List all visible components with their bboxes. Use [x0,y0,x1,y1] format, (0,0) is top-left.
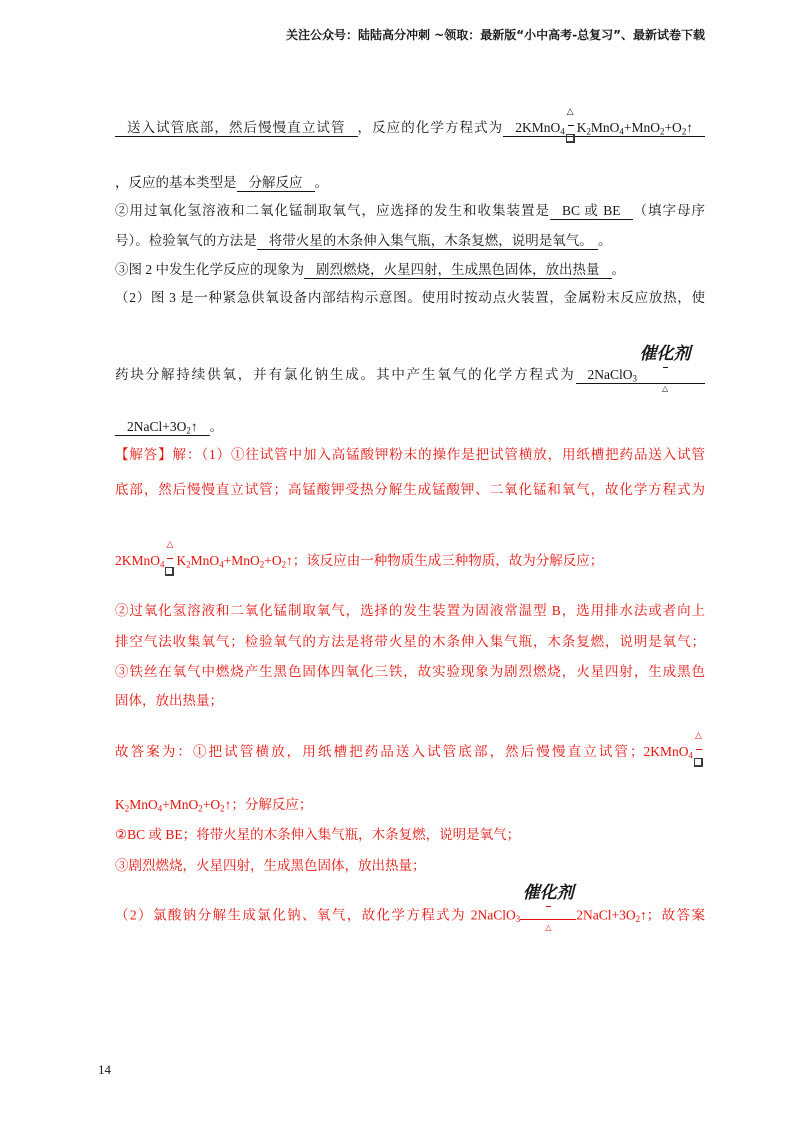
question-line [115,201,705,221]
text-run: ②过氧化氢溶液和二氧化锰制取氧气，选择的发生装置为固液常温型 B，选用排水法或者向上 [115,603,705,618]
text-run: （2）图 3 是一种紧急供氧设备内部结构示意图。使用时按动点火装置，金属粉末反应放热，使 [115,290,705,305]
answer-blank [115,419,210,436]
answer-blank [115,120,358,137]
answer-blank [503,105,705,137]
text-run: （2）氯酸钠分解生成氯化钠、氧气，故化学方程式为 2NaClO [115,907,516,923]
text-run: MnO [590,120,620,135]
text-run: ③图 2 中发生化学反应的现象为 [115,262,304,277]
text-run: 。 [598,233,612,248]
text-run: 2KMnO [515,120,561,135]
subscript: 4 [160,559,165,570]
page-number: 14 [98,1062,111,1077]
placeholder-box-icon [566,134,575,143]
text-run: ③铁丝在氧气中燃烧产生黑色固体四氧化三铁，故实验现象为剧烈燃烧，火星四射，生成黑色 [115,664,705,679]
subscript: 4 [219,559,224,570]
text-run: 固体，放出热量； [115,693,223,708]
equals-mark [663,367,668,368]
equals-mark [696,749,702,750]
condition-above: △ [566,105,574,116]
text-run: 药块分解持续供氧，并有氯化钠生成。其中产生氧气的化学方程式为 [115,367,576,382]
question-line [115,231,705,251]
question-line [115,105,705,138]
answer-blank [257,233,598,250]
solution-line [115,662,705,682]
reaction-condition [520,883,576,932]
text-run: ③剧烈燃烧，火星四射，生成黑色固体，放出热量； [115,858,426,873]
subscript: 3 [515,913,521,924]
solution-line [115,632,705,652]
subscript: 2 [586,126,591,137]
text-run: MnO [129,797,158,812]
text-run: 。 [209,419,224,434]
solution-line [115,445,705,465]
text-run: ↑ [190,419,198,434]
placeholder-box-icon [165,567,174,576]
condition-above: 催化剂 [522,883,574,902]
text-run: ↑ [686,120,694,135]
text-run: ，反应的基本类型是 [115,175,237,190]
page-header: 关注公众号：陆陆高分冲刺 ~领取：最新版“小中高考-总复习”、最新试卷下载 [286,28,705,42]
subscript: 2 [124,803,130,814]
text-run: BC 或 BE [562,203,621,218]
text-run: K [576,120,587,135]
text-run: ，反应的化学方程式为 [357,120,504,135]
text-run: +O [664,120,682,135]
subscript: 2 [681,126,687,137]
text-run: 将带火星的木条伸入集气瓶，木条复燃，说明是氧气。 [268,233,586,248]
answer-blank [237,175,315,192]
text-run: +O [264,553,282,568]
reaction-condition [566,105,576,133]
text-run: K [176,553,187,568]
text-run: 2KMnO [115,553,161,568]
text-run: （填字母序 [632,203,706,218]
question-line [115,288,705,308]
question-line [115,260,705,280]
solution-line [115,729,705,762]
subscript: 4 [157,803,163,814]
text-run: 排空气法收集氧气；检验氧气的方法是将带火星的木条伸入集气瓶，木条复燃，说明是氧气； [115,634,705,649]
text-run: MnO [190,553,220,568]
subscript: 2 [198,803,203,814]
answer-blank [576,343,705,393]
text-run: +MnO [623,120,660,135]
text-run: 故答案为：①把试管横放，用纸槽把药品送入试管底部，然后慢慢直立试管；2KMnO [115,744,689,759]
equals-mark [546,906,551,907]
text-run: 2NaCl+3O [576,907,636,923]
subscript: 2 [259,559,265,570]
text-run: +MnO [223,553,260,568]
text-run: ↑；分解反应； [224,797,313,812]
question-line [115,173,705,193]
solution-line [115,825,705,845]
text-run: ②BC 或 BE；将带火星的木条伸入集气瓶，木条复燃，说明是氧气； [115,827,521,842]
solution-line [115,480,705,500]
condition-above: △ [695,729,702,740]
text-run: 剧烈燃烧，火星四射，生成黑色固体，放出热量 [316,262,600,277]
subscript: 4 [619,126,624,137]
solution-line [115,601,705,621]
text-run: +MnO [162,797,199,812]
placeholder-box-icon [694,758,703,767]
text-run: 。 [314,175,328,190]
text-run: 2NaCl+3O [127,419,187,434]
subscript: 4 [688,750,693,761]
answer-blank [304,262,612,279]
condition-above: 催化剂 [639,343,691,363]
subscript: 2 [635,913,641,924]
text-run: K [115,797,125,812]
condition-below: △ [662,383,669,393]
text-run: 分解反应 [248,175,303,190]
subscript: 4 [560,126,565,137]
subscript: 2 [186,559,191,570]
solution-line [115,883,705,932]
solution-line [115,538,705,571]
text-run: ↑；故答案 [640,907,705,923]
text-run: 2NaClO [587,367,633,382]
solution-line [115,691,705,711]
text-run: ②用过氧化氢溶液和二氧化锰制取氧气，应选择的发生和收集装置是 [115,203,550,218]
text-run: 送入试管底部，然后慢慢直立试管 [127,120,346,135]
reaction-condition [694,729,704,757]
question-line [115,417,705,437]
answer-blank [550,203,633,220]
condition-below: △ [545,923,552,932]
subscript: 2 [220,803,225,814]
text-run: 底部，然后慢慢直立试管；高锰酸钾受热分解生成锰酸钾、二氧化锰和氧气，故化学方程式为 [115,482,705,497]
subscript: 2 [281,559,287,570]
question-line [115,343,705,393]
subscript: 3 [632,373,637,384]
solution-line [115,856,705,876]
text-run: 【解答】解：（1）①往试管中加入高锰酸钾粉末的操作是把试管横放，用纸槽把药品送入试管 [115,447,705,462]
text-run: ↑；该反应由一种物质生成三种物质，故为分解反应； [286,553,604,568]
text-run: +O [202,797,221,812]
solution-line [115,795,705,815]
equals-mark [167,558,173,559]
text-run: 号）。检验氧气的方法是 [115,233,257,248]
reaction-condition [637,343,693,393]
subscript: 2 [186,425,191,436]
subscript: 2 [659,126,665,137]
condition-above: △ [166,538,174,549]
reaction-condition [165,538,175,566]
equals-mark [568,125,574,126]
text-run: 。 [611,262,625,277]
